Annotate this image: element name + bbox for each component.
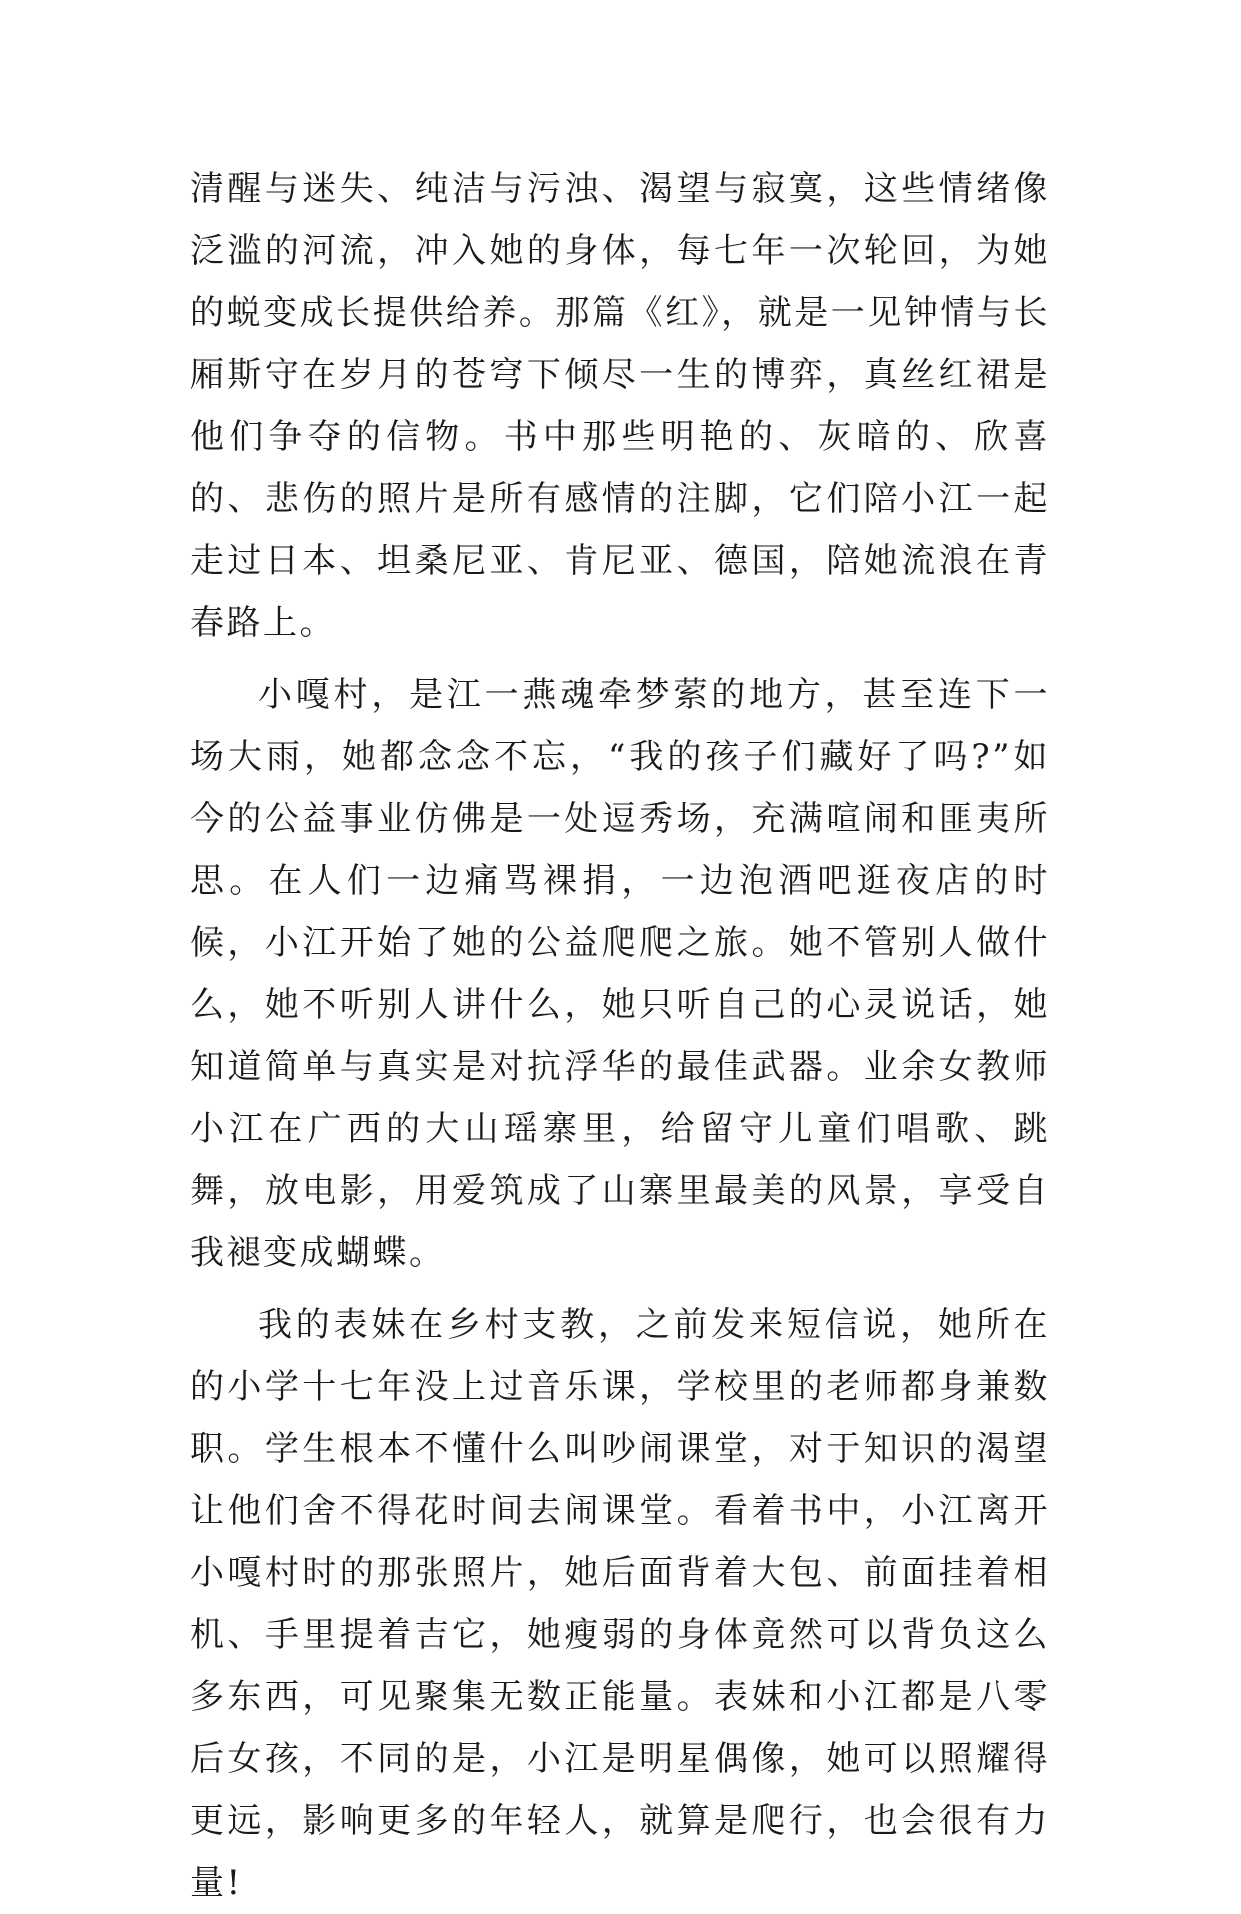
- paragraph-2: 小嘎村，是江一燕魂牵梦萦的地方，甚至连下一场大雨，她都念念不忘，“我的孩子们藏好了吗?”如今的公益事业仿佛是一处逗秀场，充满喧闹和匪夷所思。在人们一边痛骂裸捐，一边泡酒吧逛夜店的时候，小江开始了她的公益爬爬之旅。她不管别人做什么，她不听别人讲什么，她只听自己的心灵说话，她知道简单与真实是对抗浮华的最佳武器。业余女教师小江在广西的大山瑶寨里，给留守儿童们唱歌、跳舞，放电影，用爱筑成了山寨里最美的风景，享受自我褪变成蝴蝶。: [190, 675, 1050, 1273]
- paragraph-1: 清醒与迷失、纯洁与污浊、渴望与寂寞，这些情绪像泛滥的河流，冲入她的身体，每七年一次轮回，为她的蜕变成长提供给养。那篇《红》，就是一见钟情与长厢斯守在岁月的苍穹下倾尽一生的博弈，真丝红裙是他们争夺的信物。书中那些明艳的、灰暗的、欣喜的、悲伤的照片是所有感情的注脚，它们陪小江一起走过日本、坦桑尼亚、肯尼亚、德国，陪她流浪在青春路上。: [190, 169, 1050, 643]
- paragraph-3: 我的表妹在乡村支教，之前发来短信说，她所在的小学十七年没上过音乐课，学校里的老师都身兼数职。学生根本不懂什么叫吵闹课堂，对于知识的渴望让他们舍不得花时间去闹课堂。看着书中，小江离开小嘎村时的那张照片，她后面背着大包、前面挂着相机、手里提着吉它，她瘦弱的身体竟然可以背负这么多东西，可见聚集无数正能量。表妹和小江都是八零后女孩，不同的是，小江是明星偶像，她可以照耀得更远，影响更多的年轻人，就算是爬行，也会很有力量!: [190, 1305, 1050, 1903]
- document-page: [190, 158, 1050, 1914]
